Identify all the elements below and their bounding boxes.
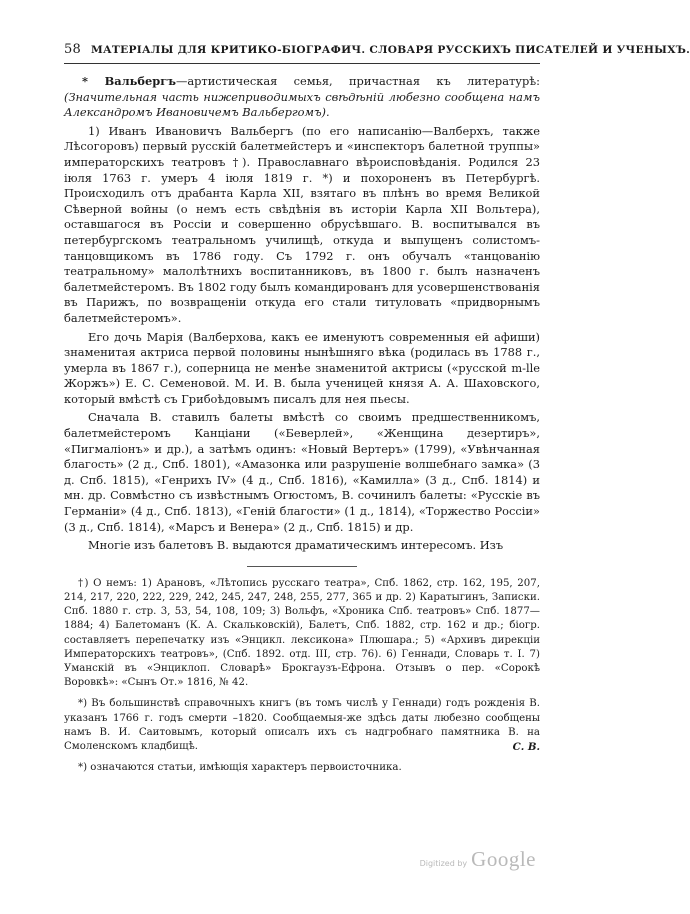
paragraph-ballets: Сначала В. ставилъ балеты вмѣстѣ со своимъ предшественникомъ, балетмейстеромъ Канціани («Беверлей», «Женщина дезертиръ», «Пигмаліонъ» и др.), а затѣмъ одинъ: «Новый Вертеръ» (1799), «Увѣнчанная благость» (2 д., Спб. 1801), «Амазонка или разрушеніе волшебнаго замка» (3 д. Спб. 1815), «Генрихъ IV» (4 д., Спб. 1816), «Камилла» (3 д., Спб. 1814) и мн. др. Совмѣстно съ извѣстнымъ Огюстомъ, В. сочинилъ балеты: «Русскіе въ Германіи» (4 д., Спб. 1813), «Геній благости» (1 д., 1814), «Торжество Россіи» (3 д., Спб. 1814), «Марсъ и Венера» (2 д., Спб. 1815) и др. — [64, 410, 540, 534]
entry-intro — [64, 74, 540, 121]
paragraph-continued: Многіе изъ балетовъ В. выдаются драматическимъ интересомъ. Изъ — [88, 538, 504, 553]
article-body — [64, 74, 540, 554]
entry-heading: * Вальбергъ — [82, 74, 176, 88]
header-rule — [64, 63, 540, 64]
footnote-asterisk-text: *) Въ большинствѣ справочныхъ книгъ (въ томъ числѣ у Геннади) годъ рожденія В. указанъ 1766 г. годъ смерти –1820. Сообщаемыя-же здѣсь даты любезно сообщены намъ В. И. Саитовымъ, который описалъ ихъ съ надгробнаго памятника В. на Смоленскомъ кладбищѣ. — [64, 698, 540, 753]
entry-intro-note: (Значительная часть нижеприводимыхъ свѣдѣній любезно сообщена намъ Александромъ Ивановичемъ Вальбергомъ). — [64, 89, 540, 120]
entry-intro-text: —артистическая семья, причастная къ литературѣ: — [175, 74, 540, 88]
digitized-watermark — [420, 847, 536, 872]
footnote-rule — [247, 566, 357, 567]
footnote-legend: *) означаются статьи, имѣющія характеръ первоисточника. — [78, 762, 402, 774]
footnote-asterisk — [64, 697, 540, 754]
google-logo: Google — [471, 847, 536, 871]
paragraph-daughter: Его дочь Марія (Валберхова, какъ ее именуютъ современныя ей афиши) знаменитая актриса первой половины нынѣшняго вѣка (родилась въ 1788 г., умерла въ 1867 г.), соперница не менѣе знаменитой актрисы («русской m-lle Жоржъ») Е. С. Семеновой. М. И. В. была ученицей князя А. А. Шаховского, который вмѣстѣ съ Грибоѣдовымъ писалъ для нея пьесы. — [64, 329, 540, 406]
watermark-digitized-text: Digitized by — [419, 859, 468, 868]
paragraph-biography: 1) Иванъ Ивановичъ Вальбергъ (по его написанію—Валберхъ, также Лѣсогоровъ) первый русскій балетмейстеръ и «инспекторъ балетной труппы» императорскихъ театровъ †). Православнаго вѣроисповѣданія. Родился 23 іюля 1763 г. умеръ 4 іюля 1819 г. *) и похороненъ въ Петербургѣ. Происходилъ отъ драбанта Карла XII, взятаго въ плѣнъ во время Великой Сѣверной войны (о немъ есть свѣдѣнія въ исторіи Карла XII Вольтера), оставшагося въ Россіи и совершенно обрусѣвшаго. В. воспитывался въ петербургскомъ театральномъ училищѣ, откуда и выпущенъ солистомъ-танцовщикомъ въ 1786 году. Съ 1792 г. онъ обучалъ «танцованію театральному» малолѣтнихъ воспитанниковъ, въ 1800 г. былъ назначенъ балетмейстеромъ. Въ 1802 году былъ командированъ для усовершенствованія въ Парижъ, по возвращеніи откуда его стали титуловать «придворнымъ балетмейстеромъ». — [64, 123, 540, 325]
footnotes — [64, 566, 540, 776]
footnote-dagger: †) О немъ: 1) Арановъ, «Лѣтопись русскаго театра», Спб. 1862, стр. 162, 195, 207, 214, 217, 220, 222, 229, 242, 245, 247, 248, 255, 277, 365 и др. 2) Каратыгинъ, Записки. Спб. 1880 г. стр. 3, 53, 54, 108, 109; 3) Вольфъ, «Хроника Спб. театровъ» Спб. 1877—1884; 4) Балетоманъ (К. А. Скальковскій), Балетъ, Спб. 1882, стр. 162 и др.; біогр. составляетъ перепечатку изъ «Энцикл. лексикона» Плюшара.; 5) «Архивъ дирекціи Императорскихъ театровъ», (Спб. 1892. отд. III, стр. 76). 6) Геннади, Словарь т. I. 7) Уманскій въ «Энциклоп. Словарѣ» Брокгаузъ-Ефрона. Отзывъ о пер. «Сорокѣ Воровкѣ»: «Сынъ От.» 1816, № 42. — [64, 577, 540, 689]
page-number: 58 — [64, 42, 81, 57]
running-title: МАТЕРІАЛЫ ДЛЯ КРИТИКО-БІОГРАФИЧ. СЛОВАРЯ РУССКИХЪ ПИСАТЕЛЕЙ И УЧЕНЫХЪ. — [90, 44, 690, 56]
running-head — [64, 42, 690, 57]
footnote-signature: С. В. — [512, 741, 540, 754]
